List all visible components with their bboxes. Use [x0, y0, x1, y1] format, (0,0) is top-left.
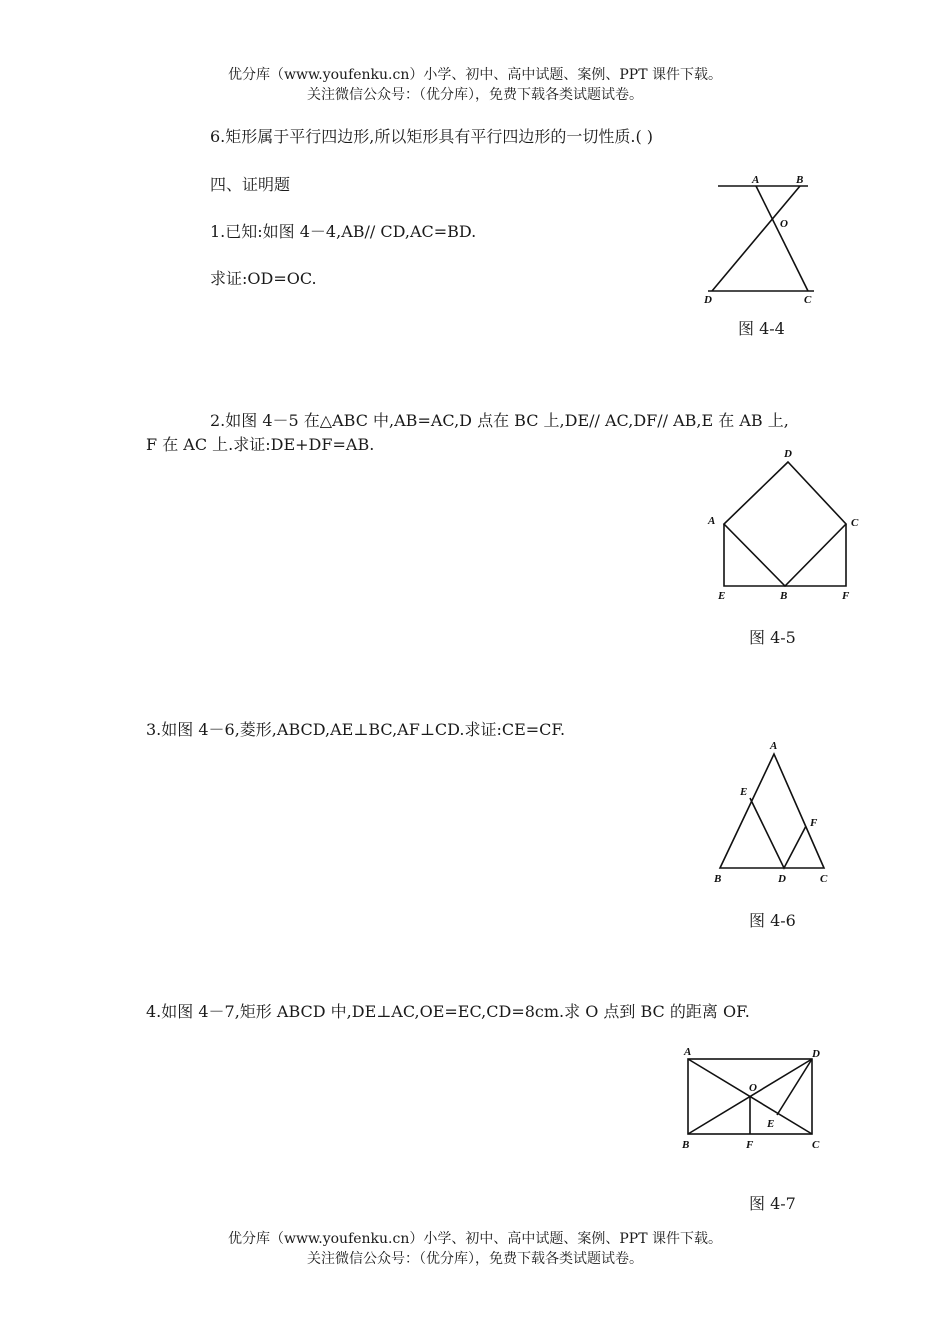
label-b: B [682, 1139, 690, 1151]
problem3-text: 3.如图 4－6,菱形,ABCD,AE⊥BC,AF⊥CD.求证:CE=CF. [146, 720, 566, 739]
label-b: B [780, 590, 788, 602]
page-header-line2: 关注微信公众号：（优分库），免费下载各类试题试卷。 [307, 87, 643, 103]
label-b: B [796, 174, 804, 186]
problem2-line2: F 在 AC 上.求证:DE+DF=AB. [146, 435, 375, 454]
figure-4-5 [700, 446, 870, 606]
figure-4-7-caption: 图 4-7 [749, 1194, 796, 1213]
problem4-text: 4.如图 4－7,矩形 ABCD 中,DE⊥AC,OE=EC,CD=8cm.求 O 点到 BC 的距离 OF. [146, 1002, 750, 1021]
segment-ac [756, 186, 808, 291]
page-footer-line1: 优分库（www.youfenku.cn）小学、初中、高中试题、案例、PPT 课件下载。 [227, 1231, 722, 1247]
segment-de [777, 1059, 812, 1115]
figure-4-7 [676, 1042, 836, 1157]
label-a: A [708, 515, 716, 527]
label-a: A [684, 1046, 692, 1058]
figure-4-4-caption: 图 4-4 [738, 319, 785, 338]
problem2-line1: 2.如图 4－5 在△ABC 中,AB=AC,D 点在 BC 上,DE// AC,DF// AB,E 在 AB 上, [210, 411, 789, 430]
label-f: F [746, 1139, 754, 1151]
figure-4-6 [700, 736, 840, 886]
triangle-abc [720, 754, 824, 868]
segment-bd [712, 186, 800, 291]
label-e: E [740, 786, 748, 798]
label-d: D [778, 873, 786, 885]
label-f: F [842, 590, 850, 602]
page-footer-line2: 关注微信公众号：（优分库），免费下载各类试题试卷。 [307, 1251, 643, 1267]
label-f: F [810, 817, 818, 829]
label-c: C [804, 294, 812, 306]
figure-4-6-caption: 图 4-6 [749, 911, 796, 930]
label-d: D [812, 1048, 820, 1060]
figure-4-5-caption: 图 4-5 [749, 628, 796, 647]
label-o: O [780, 218, 788, 230]
label-a: A [770, 740, 778, 752]
problem1-prove: 求证:OD=OC. [210, 269, 317, 288]
label-c: C [851, 517, 859, 529]
label-c: C [812, 1139, 820, 1151]
label-d: D [784, 448, 792, 460]
problem1-given: 1.已知:如图 4－4,AB// CD,AC=BD. [210, 222, 477, 241]
section-title: 四、证明题 [210, 175, 291, 194]
label-e: E [767, 1118, 775, 1130]
judge-question-6: 6.矩形属于平行四边形,所以矩形具有平行四边形的一切性质.( ) [210, 127, 654, 146]
label-b: B [714, 873, 722, 885]
label-a: A [752, 174, 760, 186]
label-c: C [820, 873, 828, 885]
label-d: D [704, 294, 712, 306]
label-o: O [749, 1082, 757, 1094]
figure-4-4 [690, 168, 820, 308]
rectangle-efsides [724, 524, 846, 586]
square-adcb [724, 462, 846, 586]
page-header-line1: 优分库（www.youfenku.cn）小学、初中、高中试题、案例、PPT 课件下载。 [227, 67, 722, 83]
label-e: E [718, 590, 726, 602]
